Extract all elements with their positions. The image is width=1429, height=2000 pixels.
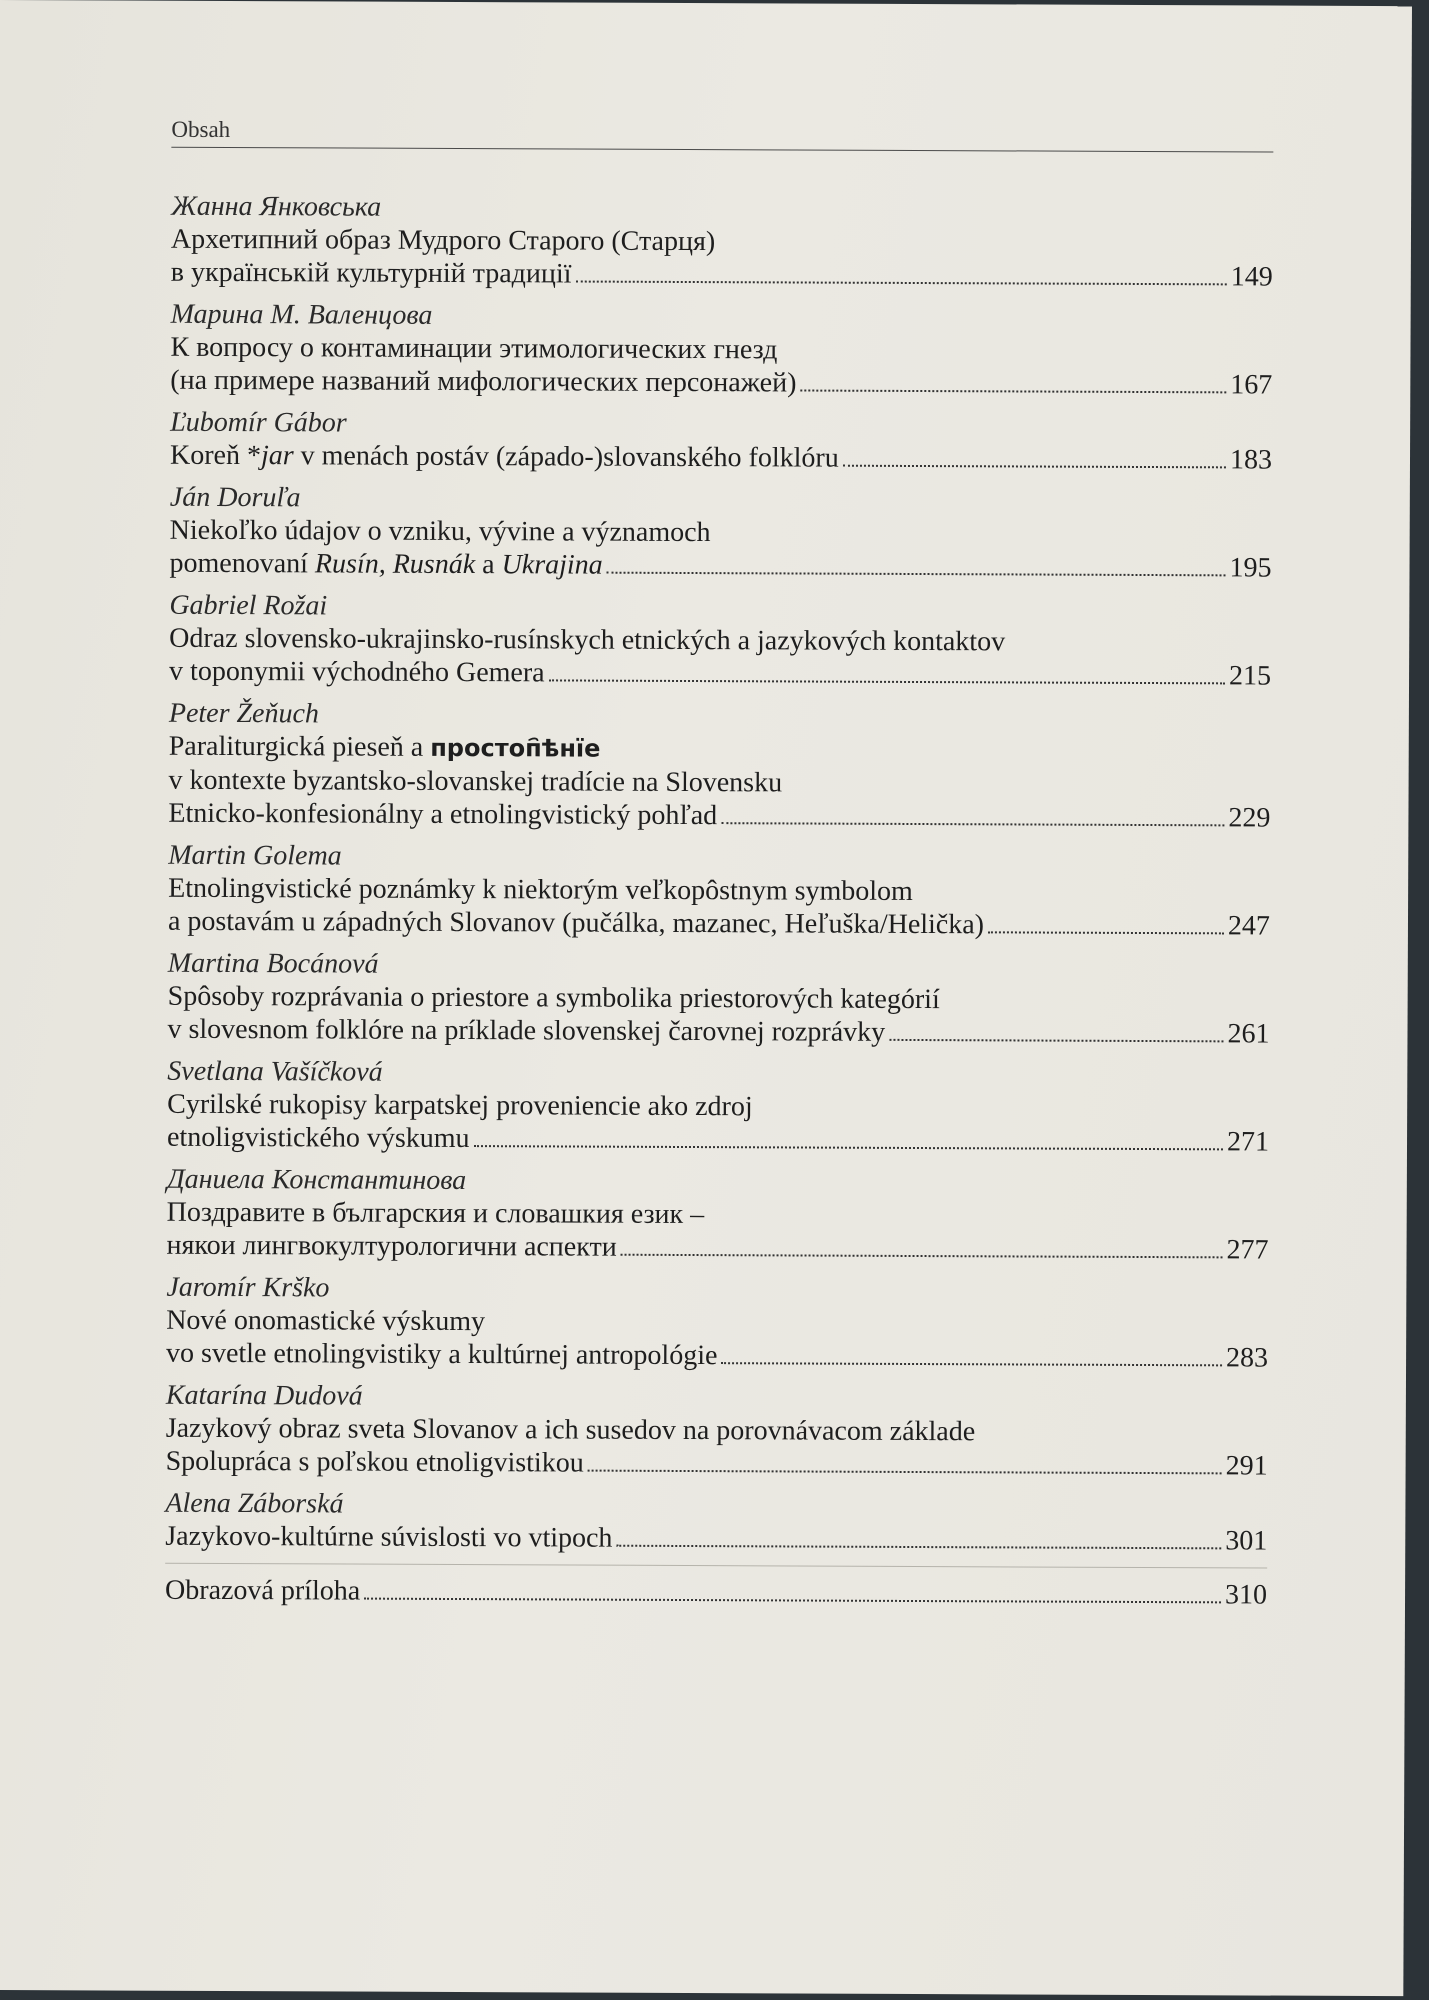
entry-author: Марина М. Валенцова (170, 298, 433, 331)
dot-leader (616, 1544, 1221, 1550)
title-italic-segment: Rusín, Rusnák (314, 548, 476, 581)
entry-title-last-line (169, 655, 1271, 693)
title-italic-segment: jar (260, 440, 294, 472)
toc-entry (166, 1380, 1268, 1483)
entry-title-text: (на примере названий мифологических персонажей) (170, 364, 797, 399)
entry-title-last-line (166, 1229, 1268, 1267)
entry-title-line: Spôsoby rozprávania o priestore a symbolika priestorových kategórií (167, 980, 940, 1016)
page-number: 167 (1230, 369, 1273, 401)
toc-entry-appendix (165, 1574, 1267, 1612)
entry-title-text (170, 439, 839, 475)
dot-leader (575, 280, 1226, 286)
dot-leader (889, 1038, 1223, 1042)
entry-title-last-line (166, 1337, 1268, 1375)
entry-author: Katarína Dudová (165, 1379, 363, 1412)
entry-author: Жанна Янковська (171, 190, 382, 223)
entry-title-text: Spolupráca s poľskou etnoligvistikou (165, 1445, 584, 1479)
title-segment: v menách postáv (západo-)slovanského folklóru (293, 440, 839, 474)
entry-title-last-line (165, 1520, 1267, 1558)
dot-leader (474, 1144, 1223, 1150)
page-title: Obsah (171, 116, 231, 143)
entry-title-text: v toponymii východného Gemera (169, 655, 545, 689)
dot-leader (549, 678, 1225, 684)
entry-title-text: Etnicko-konfesionálny a etnolingvistický pohľad (168, 797, 718, 832)
toc-entry (171, 191, 1273, 294)
entry-title-text: v slovesnom folklóre na príklade slovenskej čarovnej rozprávky (167, 1013, 886, 1048)
entry-author: Svetlana Vašíčková (167, 1055, 383, 1088)
entry-author: Даниела Константинова (166, 1163, 467, 1197)
entry-title-last-line (165, 1574, 1267, 1612)
title-segment: a (475, 549, 502, 581)
entry-title-last-line (166, 1445, 1268, 1483)
entry-title-line: Odraz slovensko-ukrajinsko-rusínskych etnických a jazykových kontaktov (169, 622, 1006, 658)
toc-entry (167, 1056, 1269, 1159)
dot-leader (364, 1597, 1221, 1604)
entry-title-line: Jazykový obraz sveta Slovanov a ich susedov na porovnávacom základe (165, 1412, 976, 1448)
page-number: 283 (1226, 1342, 1269, 1374)
title-segment: Koreň * (169, 439, 262, 472)
entry-title-line: Niekoľko údajov o vzniku, vývine a významoch (169, 514, 711, 549)
entry-title-line (169, 730, 1271, 769)
entry-author: Ján Doruľa (169, 481, 301, 514)
toc-entry (166, 1272, 1268, 1375)
entry-title-line: v kontexte byzantsko-slovanskej tradície na Slovensku (168, 764, 783, 799)
entry-author: Martin Golema (168, 839, 342, 872)
toc-entry (166, 1164, 1268, 1267)
entry-title-line: Архетипний образ Мудрого Старого (Старця) (170, 223, 716, 258)
entry-title-text: в українській культурній традиції (170, 256, 572, 290)
church-slavonic-word: простоп҄ѣнїе (430, 733, 601, 763)
entry-title-line: Cyrilské rukopisy karpatskej proveniencie ako zdroj (167, 1088, 753, 1123)
title-italic-segment: Ukrajina (501, 549, 603, 581)
entry-title-last-line (168, 905, 1270, 943)
entry-title-text: Obrazová príloha (164, 1574, 361, 1607)
toc-entry (165, 1488, 1267, 1569)
entry-author: Martina Bocánová (167, 947, 379, 980)
page-number: 291 (1225, 1450, 1268, 1482)
page-number: 277 (1226, 1234, 1269, 1266)
dot-leader (721, 1361, 1222, 1366)
dot-leader (843, 464, 1226, 469)
entry-title-last-line (167, 1121, 1269, 1159)
entry-title-last-line (170, 439, 1272, 477)
entry-title-last-line (169, 547, 1271, 585)
entry-title-text: vo svetle etnolingvistiky a kultúrnej antropológie (166, 1337, 718, 1372)
page-number: 215 (1228, 660, 1272, 692)
entry-title-text: etnoligvistického výskumu (166, 1121, 470, 1155)
entry-title-text: някои лингвокултурологични аспекти (166, 1229, 617, 1263)
entry-title-last-line (167, 1013, 1269, 1051)
page-number: 261 (1227, 1018, 1270, 1050)
dot-leader (607, 571, 1226, 577)
dot-leader (721, 821, 1224, 826)
toc-entry (170, 407, 1272, 477)
toc-entry (168, 698, 1271, 835)
title-segment: pomenovaní (169, 547, 316, 580)
toc-entry (167, 948, 1269, 1051)
entry-title-text (169, 547, 602, 582)
entry-title-last-line (170, 364, 1272, 402)
page-header (171, 117, 1273, 153)
entry-author: Jaromír Krško (166, 1271, 330, 1304)
page-number: 301 (1225, 1525, 1268, 1557)
dot-leader (588, 1469, 1222, 1475)
entry-title-last-line (168, 797, 1270, 835)
entry-title-line: К вопросу о контаминации этимологических гнезд (170, 331, 778, 366)
entry-title-line: Nové onomastické výskumy (166, 1304, 486, 1338)
entry-title-text: Jazykovo-kultúrne súvislosti vo vtipoch (165, 1520, 613, 1554)
entry-title-line: Поздравите в българския и словашкия език – (166, 1196, 705, 1231)
entry-title-last-line (171, 256, 1273, 294)
entry-title-line: Etnolingvistické poznámky k niektorým veľkopôstnym symbolom (168, 872, 913, 907)
toc-entry (169, 482, 1271, 585)
entry-author: Alena Záborská (165, 1487, 344, 1520)
dot-leader (988, 930, 1224, 934)
entry-author: Peter Žeňuch (168, 697, 320, 730)
entry-author: Gabriel Rožai (169, 589, 328, 622)
toc-entry (168, 840, 1270, 943)
page-number: 247 (1227, 910, 1271, 942)
toc-entry (169, 590, 1271, 693)
toc-entry (170, 299, 1272, 402)
page-number: 310 (1224, 1579, 1268, 1611)
table-of-contents (165, 191, 1273, 1622)
page-number: 183 (1229, 444, 1273, 476)
dot-leader (621, 1253, 1223, 1259)
page-number: 149 (1230, 261, 1273, 293)
page-number: 271 (1226, 1126, 1270, 1158)
entry-title-text: a postavám u západných Slovanov (pučálka, mazanec, Heľuška/Helička) (167, 905, 985, 941)
title-segment: Paraliturgická pieseň a (168, 730, 431, 763)
page-number: 195 (1229, 552, 1272, 584)
entry-author: Ľubomír Gábor (170, 406, 347, 439)
dot-leader (800, 388, 1226, 393)
page-number: 229 (1228, 802, 1271, 834)
